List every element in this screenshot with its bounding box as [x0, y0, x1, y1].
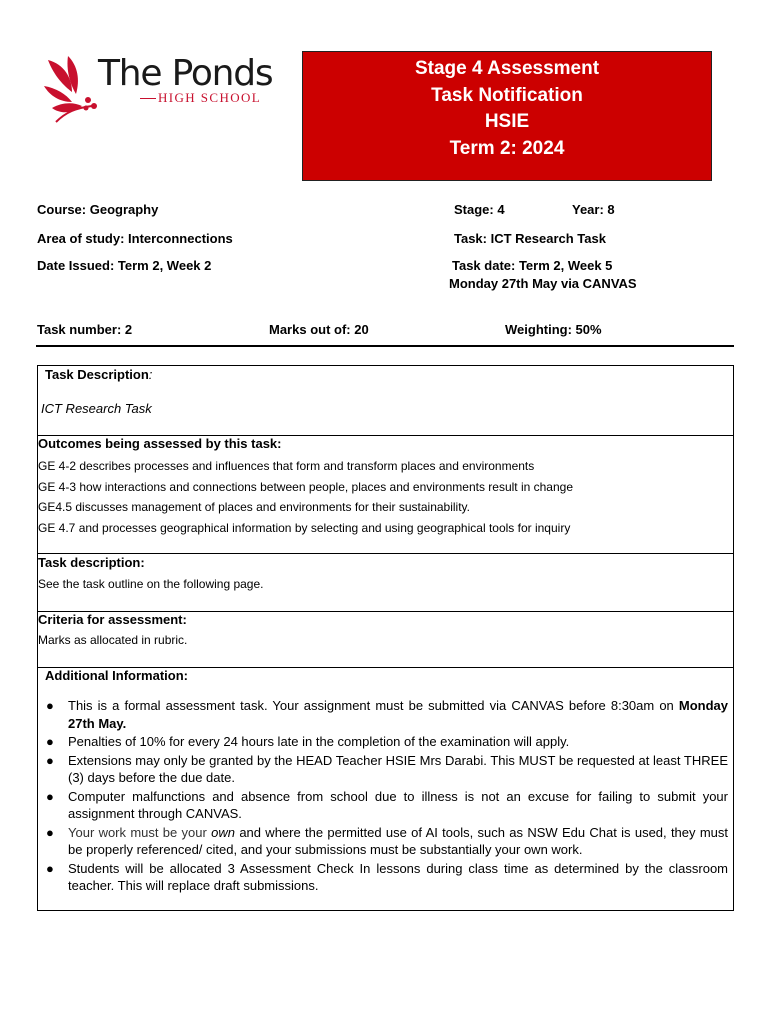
additional-info-list	[38, 697, 728, 896]
task-desc-cell	[38, 554, 733, 611]
info-item: ● Penalties of 10% for every 24 hours late in the completion of the examination will apply.	[46, 734, 570, 749]
info-item: ● Your work must be your own and where the permitted use of AI tools, such as NSW Edu Chat is used, they must be properly referenced/ cited, and your submissions must be substantially your own work.	[46, 824, 728, 857]
criteria-text: Marks as allocated in rubric.	[38, 633, 188, 647]
divider-line	[36, 345, 734, 347]
outcome-item: GE4.5 discusses management of places and environments for their sustainability.	[38, 500, 470, 514]
task-number-label: Task number: 2	[37, 322, 133, 337]
title-line-2: Task Notification	[431, 84, 583, 106]
info-item: ● Extensions may only be granted by the HEAD Teacher HSIE Mrs Darabi. This MUST be requested at least THREE (3) days before the due date.	[46, 752, 728, 785]
school-subtitle: HIGH SCHOOL	[158, 90, 262, 105]
year-label: Year: 8	[572, 202, 615, 217]
title-line-4: Term 2: 2024	[449, 137, 565, 159]
outcome-item: GE 4.7 and processes geographical information by selecting and using geographical tools for inquiry	[38, 520, 571, 535]
school-name: The Ponds	[98, 53, 273, 94]
date-issued-label: Date Issued: Term 2, Week 2	[37, 258, 212, 273]
outcome-item: GE 4-3 how interactions and connections between people, places and environments result in change	[38, 479, 574, 494]
title-banner	[302, 51, 712, 181]
stage-label: Stage: 4	[454, 202, 505, 217]
additional-info-cell	[38, 668, 733, 910]
area-of-study-label: Area of study: Interconnections	[37, 231, 233, 246]
task-desc-heading: Task description:	[38, 555, 145, 570]
task-description-cell	[38, 366, 733, 435]
leaf-logo-icon	[42, 52, 102, 124]
outcomes-heading: Outcomes being assessed by this task:	[38, 436, 282, 451]
info-item: ● Students will be allocated 3 Assessment Check In lessons during class time as determined by the classroom teacher. This will replace draft submissions.	[46, 860, 728, 893]
title-line-3: HSIE	[484, 111, 530, 132]
task-label: Task: ICT Research Task	[454, 231, 606, 246]
outcome-item: GE 4-2 describes processes and influences that form and transform places and environments	[38, 459, 535, 473]
info-item: ● This is a formal assessment task. Your assignment must be submitted via CANVAS before 8:30am on Monday 27th May.	[46, 698, 728, 731]
task-date-label: Task date: Term 2, Week 5	[452, 258, 613, 273]
task-description-heading: Task Description:	[45, 367, 153, 382]
task-desc-text: See the task outline on the following page.	[38, 577, 264, 591]
criteria-cell	[38, 612, 733, 667]
task-description-value: ICT Research Task	[41, 401, 152, 416]
outcomes-cell	[38, 436, 733, 553]
title-line-1: Stage 4 Assessment	[414, 58, 600, 79]
additional-info-heading: Additional Information:	[45, 668, 188, 683]
school-logo	[42, 52, 282, 128]
info-item: ● Computer malfunctions and absence from school due to illness is not an excuse for failing to submit your assignment through CANVAS.	[46, 788, 728, 821]
weighting-label: Weighting: 50%	[505, 322, 602, 337]
task-table	[37, 365, 734, 911]
criteria-heading: Criteria for assessment:	[38, 612, 187, 627]
task-date-detail: Monday 27th May via CANVAS	[449, 276, 637, 291]
marks-label: Marks out of: 20	[269, 322, 369, 337]
logo-rule	[140, 98, 156, 99]
course-label: Course: Geography	[37, 202, 159, 217]
